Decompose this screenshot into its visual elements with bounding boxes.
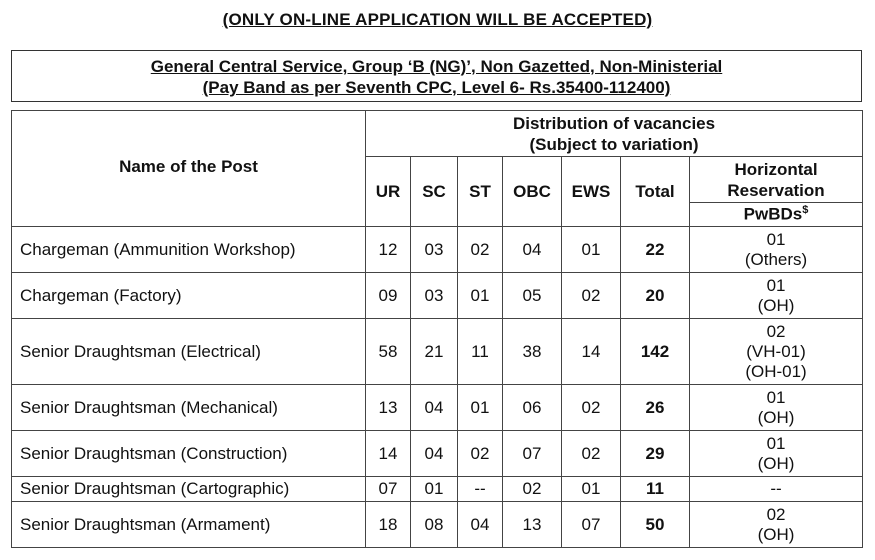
ews-value: 07	[562, 502, 621, 548]
st-value: 02	[458, 431, 503, 477]
total-value: 142	[621, 319, 690, 385]
table-row	[12, 385, 863, 431]
post-name: Chargeman (Factory)	[12, 273, 366, 319]
reservation-value	[690, 385, 863, 431]
col-header-sc: SC	[411, 157, 458, 227]
table-row	[12, 227, 863, 273]
ews-value: 01	[562, 227, 621, 273]
sc-value: 21	[411, 319, 458, 385]
table-row	[12, 477, 863, 502]
st-value: --	[458, 477, 503, 502]
ur-value: 12	[366, 227, 411, 273]
reservation-line: (OH)	[757, 295, 795, 315]
st-value: 04	[458, 502, 503, 548]
st-value: 02	[458, 227, 503, 273]
post-name: Senior Draughtsman (Construction)	[12, 431, 366, 477]
total-value: 11	[621, 477, 690, 502]
sc-value: 04	[411, 385, 458, 431]
table-row	[12, 502, 863, 548]
post-name: Senior Draughtsman (Mechanical)	[12, 385, 366, 431]
ur-value: 58	[366, 319, 411, 385]
col-header-ur: UR	[366, 157, 411, 227]
reservation-value	[690, 431, 863, 477]
col-header-obc: OBC	[503, 157, 562, 227]
ur-value: 18	[366, 502, 411, 548]
obc-value: 06	[503, 385, 562, 431]
reservation-value	[690, 477, 863, 502]
obc-value: 02	[503, 477, 562, 502]
vacancy-table	[11, 110, 863, 548]
reservation-line: (OH)	[757, 407, 795, 427]
col-header-total: Total	[621, 157, 690, 227]
total-value: 50	[621, 502, 690, 548]
ur-value: 14	[366, 431, 411, 477]
reservation-value	[690, 273, 863, 319]
reservation-line: --	[770, 479, 782, 498]
ews-value: 01	[562, 477, 621, 502]
table-row	[12, 319, 863, 385]
post-name: Chargeman (Ammunition Workshop)	[12, 227, 366, 273]
col-header-st: ST	[458, 157, 503, 227]
reservation-value	[690, 502, 863, 548]
col-header-ews: EWS	[562, 157, 621, 227]
reservation-value	[690, 319, 863, 385]
reservation-line: 01	[766, 433, 786, 453]
reservation-line: 01	[766, 387, 786, 407]
pwbd-label: PwBDs	[743, 204, 803, 224]
reservation-line: (OH)	[757, 524, 795, 544]
table-row	[12, 273, 863, 319]
obc-value: 13	[503, 502, 562, 548]
ur-value: 07	[366, 477, 411, 502]
ews-value: 02	[562, 273, 621, 319]
distribution-header	[366, 111, 863, 157]
service-heading-line1: General Central Service, Group ‘B (NG)’, Non Gazetted, Non-Ministerial	[150, 57, 723, 76]
horizontal-reservation-header	[690, 157, 863, 203]
service-heading	[11, 50, 862, 102]
reservation-line: (VH-01)	[746, 341, 806, 361]
table-row	[12, 431, 863, 477]
reservation-line: (OH-01)	[745, 361, 807, 381]
sc-value: 04	[411, 431, 458, 477]
ews-value: 14	[562, 319, 621, 385]
reservation-line: 01	[766, 275, 786, 295]
st-value: 11	[458, 319, 503, 385]
reservation-line: 02	[766, 321, 786, 341]
reservation-line: (Others)	[744, 249, 808, 269]
ews-value: 02	[562, 385, 621, 431]
obc-value: 05	[503, 273, 562, 319]
post-name: Senior Draughtsman (Armament)	[12, 502, 366, 548]
sc-value: 03	[411, 273, 458, 319]
reservation-value	[690, 227, 863, 273]
st-value: 01	[458, 385, 503, 431]
obc-value: 07	[503, 431, 562, 477]
total-value: 20	[621, 273, 690, 319]
sc-value: 03	[411, 227, 458, 273]
ur-value: 09	[366, 273, 411, 319]
post-name: Senior Draughtsman (Electrical)	[12, 319, 366, 385]
total-value: 29	[621, 431, 690, 477]
post-name: Senior Draughtsman (Cartographic)	[12, 477, 366, 502]
ews-value: 02	[562, 431, 621, 477]
reservation-line: 02	[766, 504, 786, 524]
horizontal-reservation-line1: Horizontal	[734, 159, 818, 179]
distribution-header-line1: Distribution of vacancies	[512, 113, 716, 133]
notice-title: (ONLY ON-LINE APPLICATION WILL BE ACCEPTED)	[222, 10, 653, 29]
obc-value: 38	[503, 319, 562, 385]
obc-value: 04	[503, 227, 562, 273]
sc-value: 08	[411, 502, 458, 548]
distribution-header-line2: (Subject to variation)	[529, 134, 699, 154]
ur-value: 13	[366, 385, 411, 431]
st-value: 01	[458, 273, 503, 319]
pwbd-header	[690, 203, 863, 227]
sc-value: 01	[411, 477, 458, 502]
total-value: 22	[621, 227, 690, 273]
service-heading-line2: (Pay Band as per Seventh CPC, Level 6- Rs.35400-112400)	[202, 78, 671, 97]
reservation-line: 01	[766, 229, 786, 249]
reservation-line: (OH)	[757, 453, 795, 473]
pwbd-superscript: $	[802, 204, 809, 217]
total-value: 26	[621, 385, 690, 431]
name-of-post-header: Name of the Post	[12, 111, 366, 227]
horizontal-reservation-line2: Reservation	[727, 180, 825, 200]
